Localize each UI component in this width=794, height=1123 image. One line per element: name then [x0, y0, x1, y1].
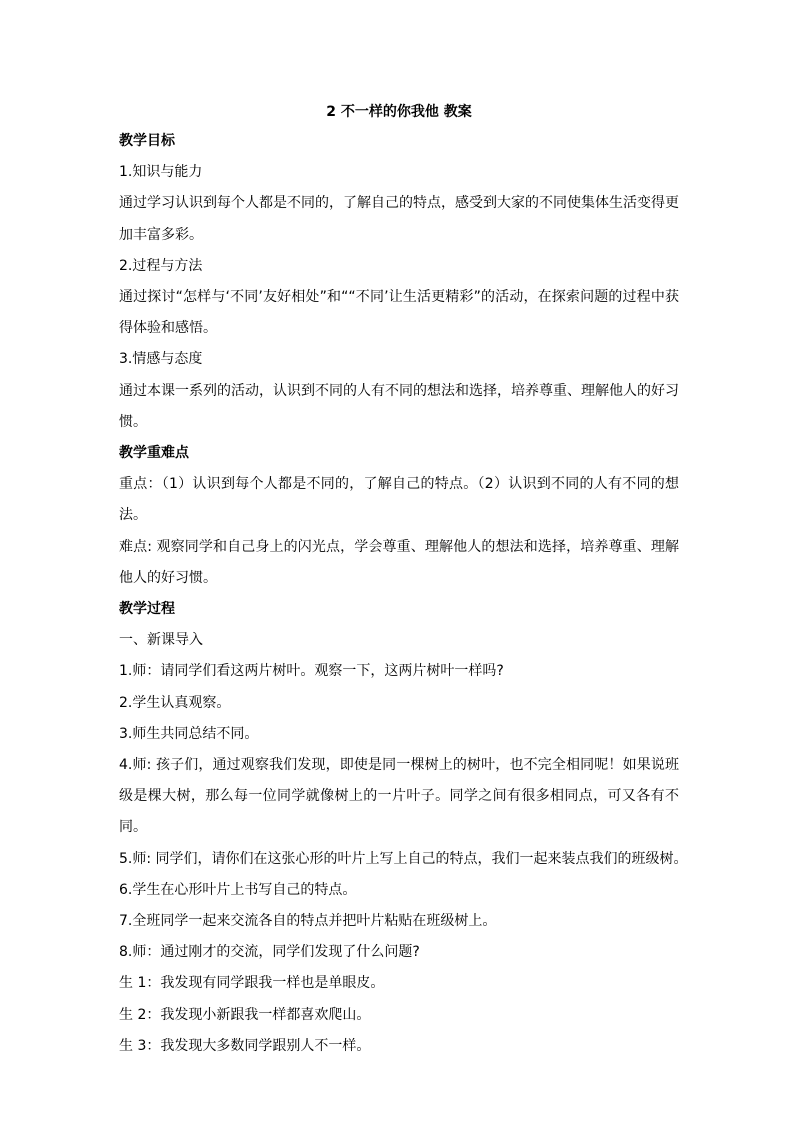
- paragraph: 通过本课一系列的活动，认识到不同的人有不同的想法和选择，培养尊重、理解他人的好习惯。: [119, 382, 679, 430]
- paragraph: 8.师：通过刚才的交流，同学们发现了什么问题?: [119, 944, 420, 961]
- document-title: 2 不一样的你我他 教案: [326, 104, 472, 120]
- paragraph: 7.全班同学一起来交流各自的特点并把叶片粘贴在班级树上。: [119, 913, 497, 930]
- paragraph: 生 1：我发现有同学跟我一样也是单眼皮。: [119, 975, 385, 992]
- paragraph: 2.学生认真观察。: [119, 694, 231, 711]
- paragraph: 生 3：我发现大多数同学跟别人不一样。: [119, 1037, 371, 1054]
- paragraph-list: [119, 126, 688, 1062]
- paragraph: 1.知识与能力: [119, 164, 203, 181]
- paragraph: 1.师：请同学们看这两片树叶。观察一下，这两片树叶一样吗?: [119, 663, 504, 680]
- section-heading: 教学重难点: [119, 445, 189, 462]
- paragraph: 5.师: 同学们，请你们在这张心形的叶片上写上自己的特点，我们一起来装点我们的班级树。: [119, 850, 688, 867]
- paragraph: 3.师生共同总结不同。: [119, 725, 259, 742]
- paragraph: 难点: 观察同学和自己身上的闪光点，学会尊重、理解他人的想法和选择，培养尊重、理解他人的好习惯。: [119, 538, 679, 586]
- paragraph: 6.学生在心形叶片上书写自己的特点。: [119, 881, 357, 898]
- paragraph: 生 2：我发现小新跟我一样都喜欢爬山。: [119, 1006, 371, 1023]
- paragraph: 重点：（1）认识到每个人都是不同的，了解自己的特点。（2）认识到不同的人有不同的想法。: [119, 476, 679, 524]
- document-body: [119, 98, 688, 1062]
- paragraph: 通过学习认识到每个人都是不同的，了解自己的特点，感受到大家的不同使集体生活变得更加丰富多彩。: [119, 195, 679, 243]
- paragraph: 4.师: 孩子们，通过观察我们发现，即使是同一棵树上的树叶，也不完全相同呢！如果说班级是棵大树，那么每一位同学就像树上的一片叶子。同学之间有很多相同点，可又各有不同。: [119, 757, 679, 836]
- paragraph: 通过探讨“怎样与‘不同’友好相处”和““不同’让生活更精彩”的活动，在探索问题的过程中获得体验和感悟。: [119, 289, 679, 337]
- section-heading: 教学过程: [119, 601, 175, 618]
- section-heading: 教学目标: [119, 133, 175, 149]
- paragraph: 2.过程与方法: [119, 257, 203, 274]
- paragraph: 一、新课导入: [119, 632, 203, 649]
- paragraph: 3.情感与态度: [119, 351, 203, 368]
